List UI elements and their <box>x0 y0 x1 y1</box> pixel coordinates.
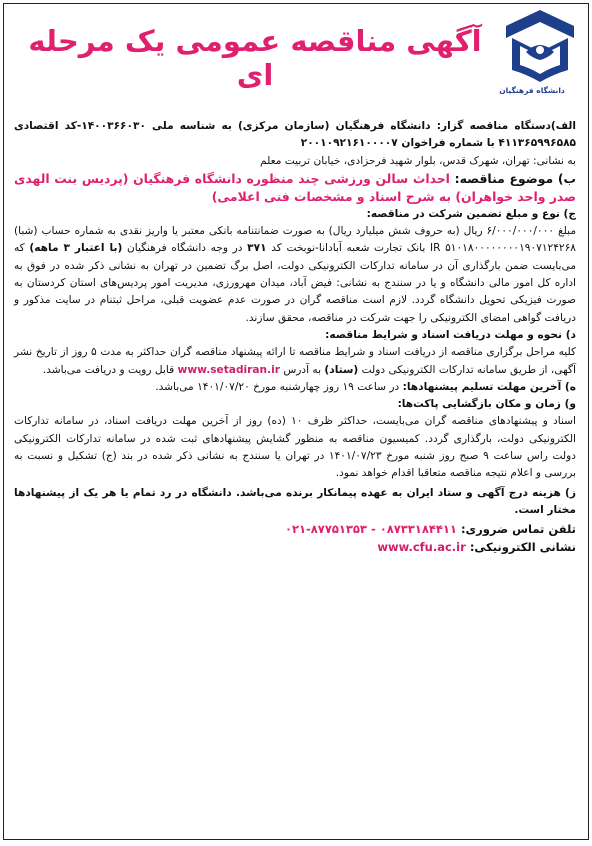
section-e-label: ه) آخرین مهلت تسلیم پیشنهادها: <box>402 380 576 393</box>
phone-label: تلفن تماس ضروری: <box>460 522 576 537</box>
section-d-label: د) نحوه و مهلت دریافت اسناد و شرایط مناقصه: <box>325 328 576 341</box>
section-c-text-2: در وجه دانشگاه فرهنگیان <box>122 242 248 255</box>
university-website-link[interactable]: www.cfu.ac.ir <box>377 539 466 554</box>
section-c-text-3: که می‌بایست ضمن بارگذاری آن در سامانه تدارکات الکترونیکی دولت، اصل برگ تضمین در تهران به نشانی ذکر شده در فوق به اداره کل امور مالی دانشگاه و یا در سنندج به نشانی: فیض آباد، میدان مهرورزی، مدیریت امور پردیس‌های استان کردستان به صورت فیزیکی تحویل دانشگاه گردد. لازم است مناقصه گران در صورت عدم عضویت قبلی، مراحل ثبتنام در سایت مذکور و دریافت گواهی امضای الکترونیکی را جهت شرکت در مناقصه، محقق سازند. <box>14 242 576 324</box>
section-a <box>14 118 576 153</box>
section-a-text: دانشگاه فرهنگیان (سازمان مرکزی) به شناسه ملی ۱۴۰۰۳۶۶۰۳۰-کد اقتصادی ۴۱۱۳۶۵۹۹۶۵۸۵ با شماره فراخوان ۲۰۰۱۰۹۲۱۶۱۰۰۰۰۷ <box>14 120 576 150</box>
section-e <box>14 379 576 396</box>
logo-caption: دانشگاه فرهنگیان <box>499 86 565 95</box>
section-c-text-1: مبلغ ۶/۰۰۰/۰۰۰/۰۰۰ ریال (به حروف شش میلیارد ریال) به صورت ضمانتنامه بانکی معتبر یا واریز نقدی به شماره حساب (شبا) IR ۵۱۰۱۸۰۰۰۰۰۰۰۰۱۹۰۷۱۲۴۲۶۸ بانک تجارت شعبه آبادانا-نوبخت کد <box>14 225 576 255</box>
section-f-heading <box>14 396 576 413</box>
section-e-text: در ساعت ۱۹ روز چهارشنبه مورخ ۱۴۰۱/۰۷/۲۰ می‌باشد. <box>155 380 403 393</box>
section-d-text-2: به آدرس <box>279 363 325 376</box>
contact-web <box>14 539 576 556</box>
section-c-label: ج) نوع و مبلغ تضمین شرکت در مناقصه: <box>366 207 576 220</box>
setad-label: (ستاد) <box>324 363 359 376</box>
section-b-subject: احداث سالن ورزشی چند منظوره دانشگاه فرهنگیان (پردیس بنت الهدی صدر واحد خواهران) به شرح اسناد و مشخصات فنی اعلامی) <box>14 170 576 204</box>
phone-numbers: ۰۲۱-۸۷۷۵۱۳۵۳ - ۰۸۷۳۳۱۸۴۴۱۱ <box>284 522 457 537</box>
section-b-label: ب) موضوع مناقصه: <box>454 170 577 186</box>
section-f-label: و) زمان و مکان بازگشایی پاکت‌ها: <box>397 398 576 411</box>
university-emblem-icon <box>500 8 580 86</box>
setad-website-link[interactable]: www.setadiran.ir <box>177 363 280 376</box>
guarantee-validity: (با اعتبار ۳ ماهه) <box>29 242 123 255</box>
section-z: ز) هزینه درج آگهی و ستاد ایران به عهده پیمانکار برنده می‌باشد. دانشگاه در رد تمام یا هر یک از پیشنهادها مختار است. <box>14 486 576 516</box>
university-logo <box>500 8 580 100</box>
notice-title: آگهی مناقصه عمومی یک مرحله ای <box>28 24 482 92</box>
section-d-heading <box>14 327 576 344</box>
contact-phone <box>14 521 576 538</box>
section-d-text-1: کلیه مراحل برگزاری مناقصه از دریافت اسناد و شرایط مناقصه تا ارائه پیشنهاد مناقصه گران حداکثر به مدت ۵ روز از تاریخ نشر آگهی، از طریق سامانه تدارکات الکترونیکی دولت <box>14 346 577 376</box>
section-a-address: به نشانی: تهران، شهرک قدس، بلوار شهید فرحزادی، خیابان تربیت معلم <box>260 154 576 167</box>
branch-code: ۳۷۱ <box>247 242 267 255</box>
section-d <box>14 344 576 379</box>
notice-body <box>14 118 576 556</box>
section-f: اسناد و پیشنهادهای مناقصه گران می‌بایست، حداکثر ظرف ۱۰ (ده) روز از آخرین مهلت دریافت اسناد، در سامانه تدارکات الکترونیکی دولت، بارگذاری گردد. کمیسیون مناقصه به منظور گشایش پیشنهادهای ثبت شده در سامانه تدارکات الکترونیکی دولت راس ساعت ۹ صبح روز شنبه مورخ ۱۴۰۱/۰۷/۲۳ در تهران یا سنندج به نشانی ذکر شده در بند (ج) تشکیل و نسبت به بررسی و اعلام نتیجه مناقصه متعاقبا اقدام خواهد نمود. <box>14 415 576 480</box>
section-b <box>14 170 576 206</box>
section-c <box>14 223 576 327</box>
tender-notice-page <box>3 3 589 840</box>
notice-header <box>4 4 588 104</box>
section-a-label: الف)دستگاه مناقصه گزار: <box>436 120 576 132</box>
section-d-text-3: قابل رویت و دریافت می‌باشد. <box>42 363 178 376</box>
web-label: نشانی الکترونیکی: <box>469 539 576 554</box>
section-c-heading <box>14 206 576 223</box>
